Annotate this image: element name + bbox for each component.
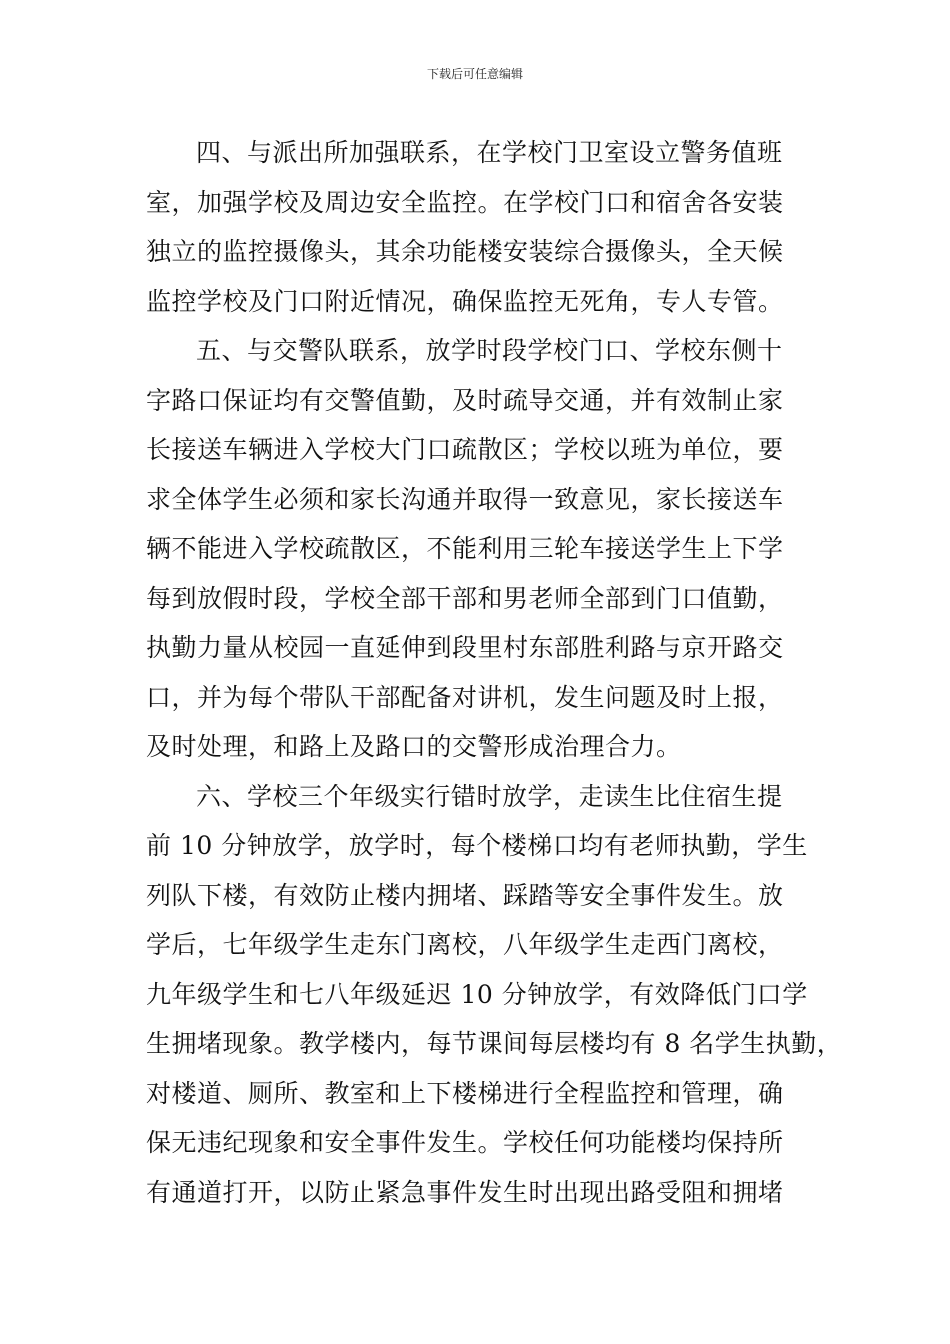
document-body: [146, 128, 843, 1217]
text-line: 口，并为每个带队干部配备对讲机，发生问题及时上报，: [146, 682, 784, 712]
text-line: 长接送车辆进入学校大门口疏散区；学校以班为单位，要: [146, 435, 784, 464]
text-line: 四、与派出所加强联系，在学校门卫室设立警务值班: [196, 138, 783, 167]
text-line: 执勤力量从校园一直延伸到段里村东部胜利路与京开路交: [146, 633, 784, 662]
text-line: 独立的监控摄像头，其余功能楼安装综合摄像头，全天候: [146, 237, 784, 266]
text-line: 前 10 分钟放学，放学时，每个楼梯口均有老师执勤，学生: [146, 831, 808, 860]
text-line: 求全体学生必须和家长沟通并取得一致意见，家长接送车: [146, 484, 784, 514]
text-line: 及时处理，和路上及路口的交警形成治理合力。: [146, 732, 682, 761]
text-line: 五、与交警队联系，放学时段学校门口、学校东侧十: [196, 336, 783, 365]
text-line: 有通道打开，以防止紧急事件发生时出现出路受阻和拥堵: [146, 1177, 784, 1207]
text-line: 室，加强学校及周边安全监控。在学校门口和宿舍各安装: [146, 187, 784, 217]
text-line: 保无违纪现象和安全事件发生。学校任何功能楼均保持所: [146, 1128, 784, 1157]
text-line: 学后，七年级学生走东门离校，八年级学生走西门离校，: [146, 930, 784, 959]
text-line: 列队下楼，有效防止楼内拥堵、踩踏等安全事件发生。放: [146, 880, 784, 910]
text-line: 辆不能进入学校疏散区，不能利用三轮车接送学生上下学: [146, 534, 784, 563]
text-line: 字路口保证均有交警值勤，及时疏导交通，并有效制止家: [146, 385, 784, 415]
text-line: 每到放假时段，学校全部干部和男老师全部到门口值勤，: [146, 583, 784, 613]
text-line: 生拥堵现象。教学楼内，每节课间每层楼均有 8 名学生执勤，: [146, 1029, 843, 1058]
text-line: 监控学校及门口附近情况，确保监控无死角，专人专管。: [146, 286, 784, 316]
text-line: 九年级学生和七八年级延迟 10 分钟放学，有效降低门口学: [146, 979, 808, 1009]
text-line: 对楼道、厕所、教室和上下楼梯进行全程监控和管理，确: [146, 1078, 784, 1108]
text-line: 六、学校三个年级实行错时放学，走读生比住宿生提: [196, 781, 783, 811]
page-header: 下载后可任意编辑: [426, 67, 523, 81]
